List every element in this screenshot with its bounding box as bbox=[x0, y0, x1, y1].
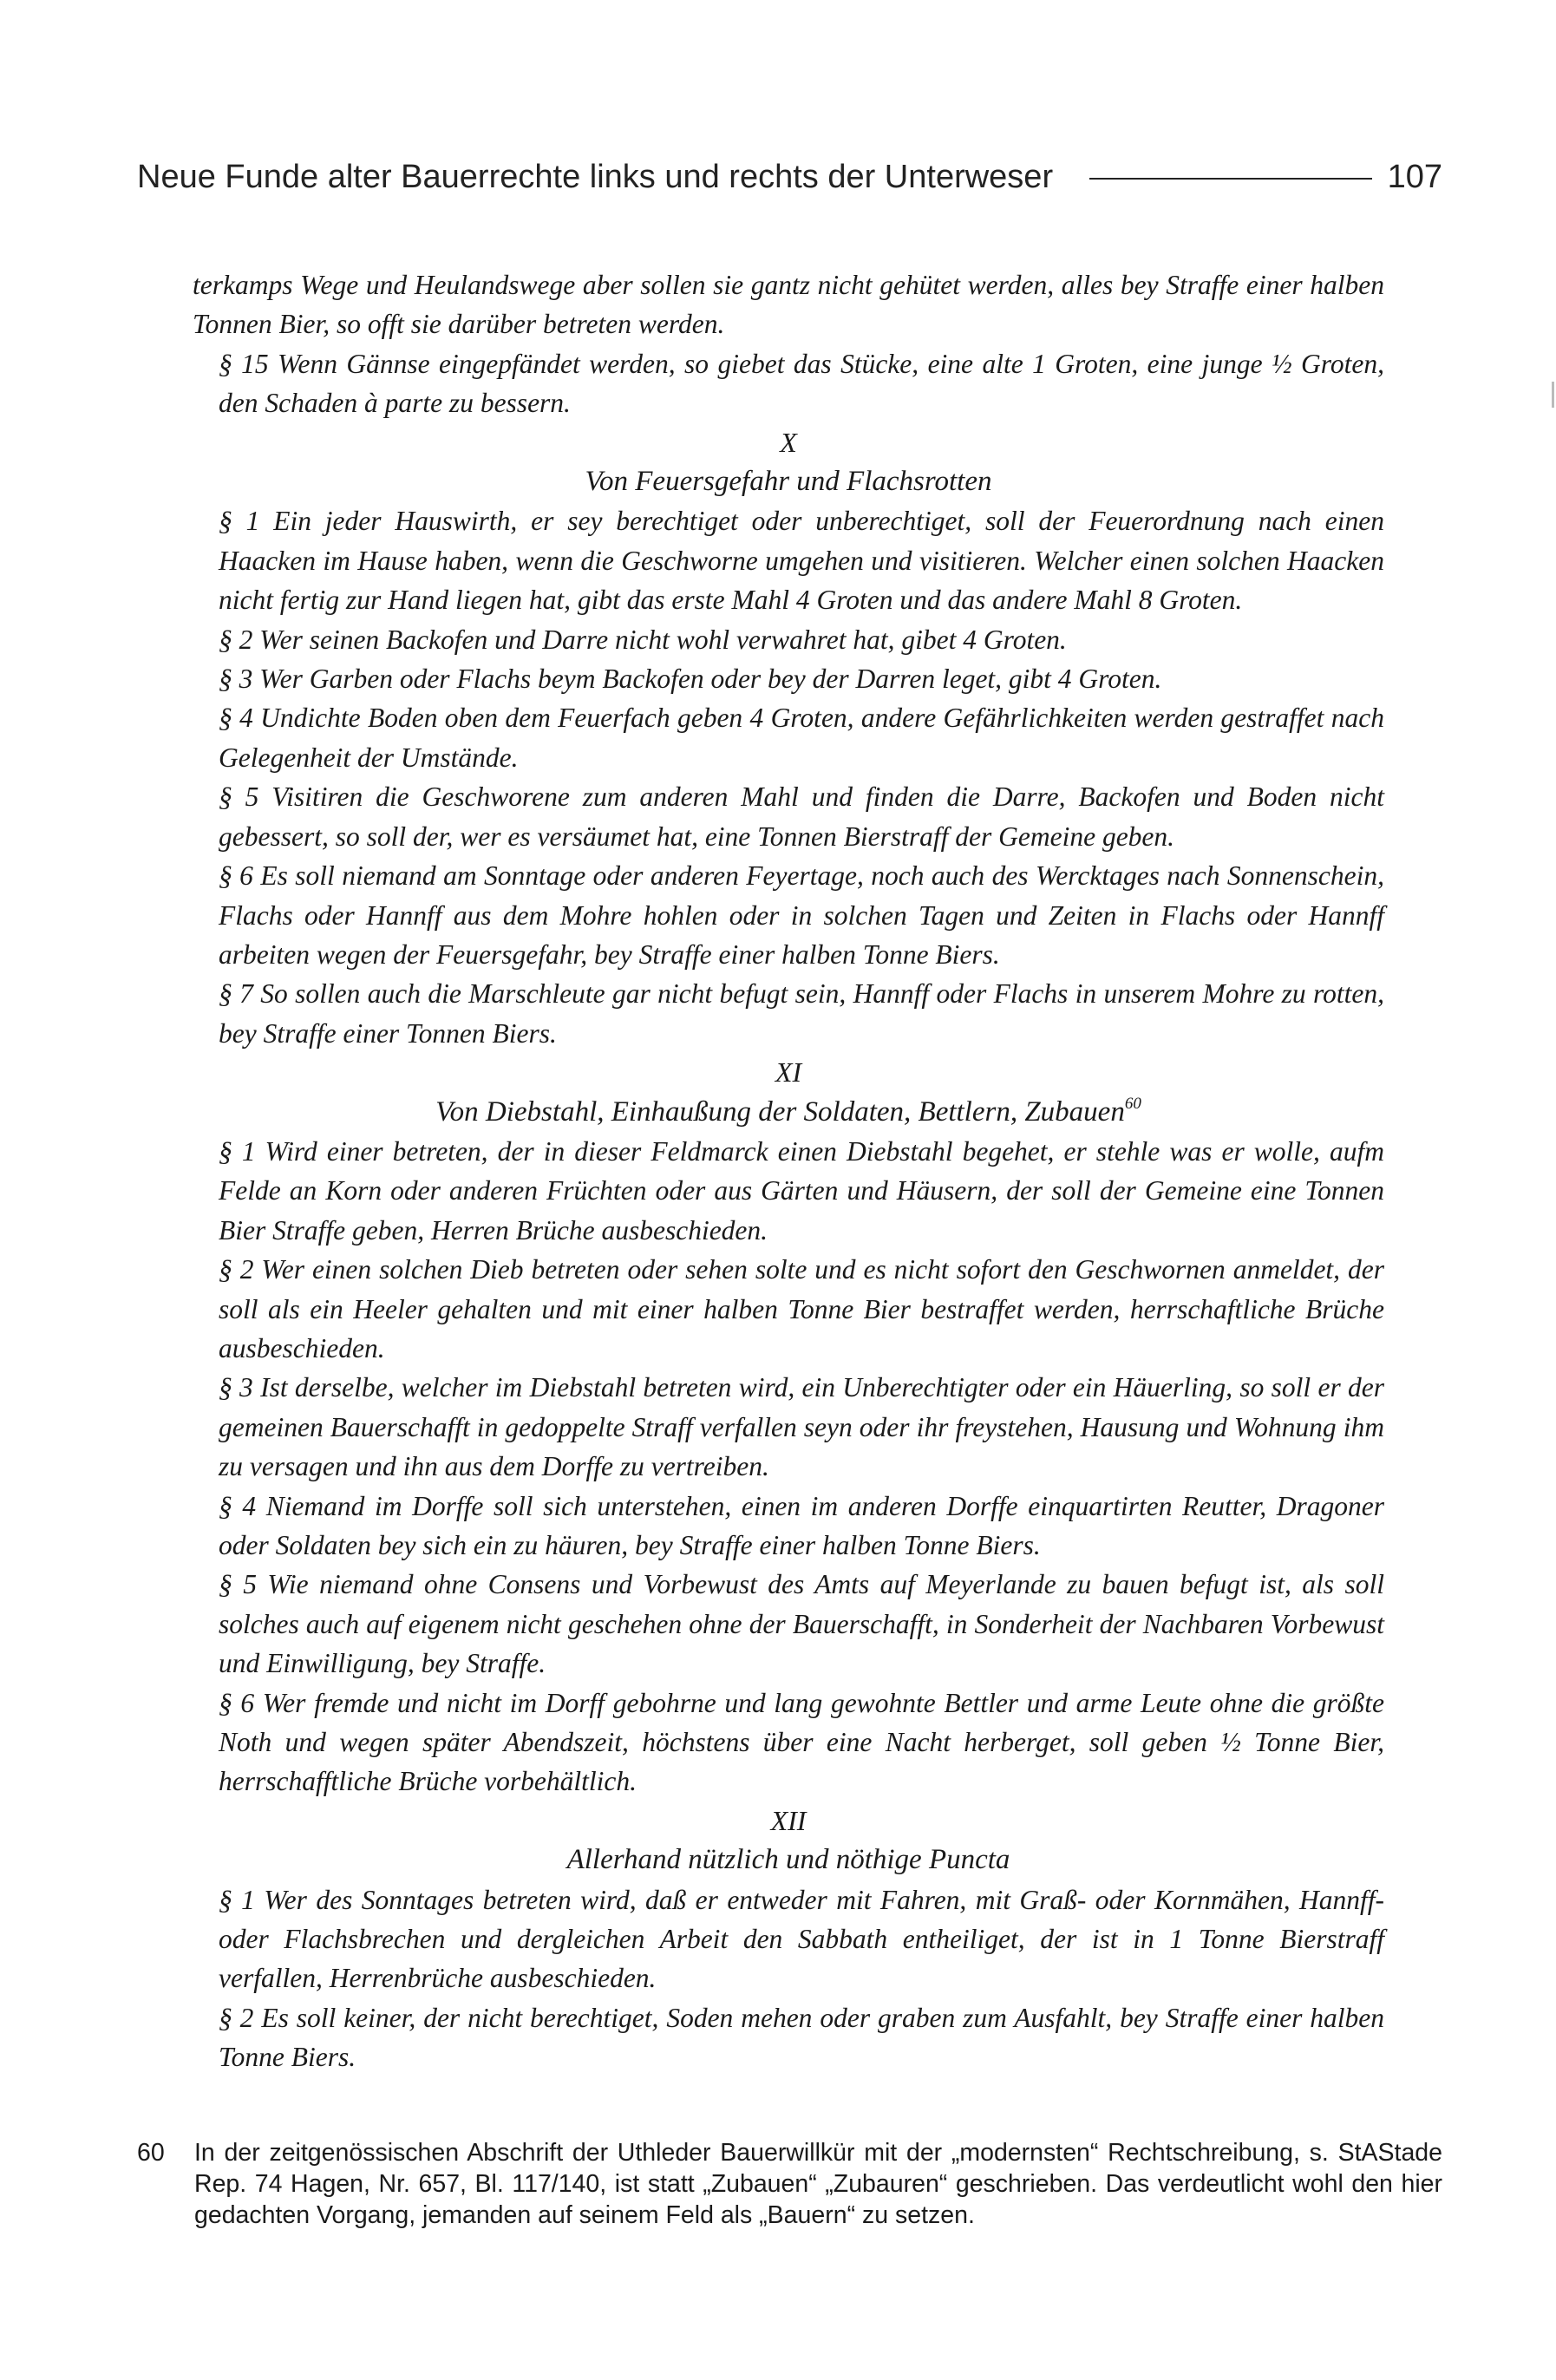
footnote-text: In der zeitgenössischen Abschrift der Uthleder Bauerwillkür mit der „modernsten“ Rechtschreibung, s. StAStade Rep. 74 Hagen, Nr. 657, Bl. 117/140, ist statt „Zubauen“ „Zubauren“ geschrieben. Das verdeutlicht wohl den hier gedachten Vorgang, jemanden auf seinem Feld als „Bauern“ zu setzen. bbox=[194, 2139, 1442, 2229]
section-xi-title: Von Diebstahl, Einhaußung der Soldaten, Bettlern, Zubauen bbox=[435, 1095, 1125, 1128]
section-x-para-1: § 1 Ein jeder Hauswirth, er sey berechtiget oder unberechtiget, soll der Feuerordnung nach einen Haacken im Hause haben, wenn die Geschworne umgehen und visitieren. Welcher einen solchen Haacken nicht fertig zur Hand liegen hat, gibt das erste Mahl 4 Groten und das andere Mahl 8 Groten. bbox=[219, 506, 1384, 616]
footnote-reference: 60 bbox=[1124, 1094, 1141, 1113]
section-x-para-5: § 5 Visitiren die Geschworene zum anderen Mahl und finden die Darre, Backofen und Boden nicht gebessert, so soll der, wer es versäumet hat, eine Tonnen Bierstraff der Gemeine geben. bbox=[219, 781, 1384, 852]
section-xi-para-1: § 1 Wird einer betreten, der in dieser Feldmarck einen Diebstahl begehet, er stehle was er wolle, aufm Felde an Korn oder anderen Früchten oder aus Gärten und Häusern, der soll der Gemeine eine Tonnen Bier Straffe geben, Herren Brüche ausbeschieden. bbox=[219, 1135, 1384, 1246]
header-rule bbox=[1089, 178, 1371, 180]
section-xi-para-3: § 3 Ist derselbe, welcher im Diebstahl betreten wird, ein Unberechtigter oder ein Häuerling, so soll er der gemeinen Bauerschafft in gedoppelte Straff verfallen seyn oder ihr freystehen, Hausung und Wohnung ihm zu versagen und ihn aus dem Dorffe zu vertreiben. bbox=[219, 1372, 1384, 1482]
paragraph-15: § 15 Wenn Gännse eingepfändet werden, so giebet das Stücke, eine alte 1 Groten, eine junge ½ Groten, den Schaden à parte zu bessern. bbox=[219, 348, 1384, 419]
footnote-number: 60 bbox=[137, 2139, 165, 2167]
section-x-para-3: § 3 Wer Garben oder Flachs beym Backofen oder bey der Darren leget, gibt 4 Groten. bbox=[219, 664, 1162, 695]
section-xii-para-2: § 2 Es soll keiner, der nicht berechtiget, Soden mehen oder graben zum Ausfahlt, bey Straffe einer halben Tonne Biers. bbox=[219, 2002, 1384, 2073]
section-x-title: Von Feuersgefahr und Flachsrotten bbox=[585, 466, 992, 498]
section-xi-heading bbox=[193, 1093, 1384, 1132]
scan-edge-mark bbox=[1552, 382, 1554, 408]
section-x-number: X bbox=[780, 426, 797, 458]
running-header bbox=[137, 153, 1442, 201]
section-xi-para-2: § 2 Wer einen solchen Dieb betreten oder sehen solte und es nicht sofort den Geschwornen anmeldet, der soll als ein Heeler gehalten und mit einer halben Tonne Bier bestraffet werden, herrschaftliche Brüche ausbeschieden. bbox=[219, 1254, 1384, 1363]
section-xii-para-1: § 1 Wer des Sonntages betreten wird, daß er entweder mit Fahren, mit Graß- oder Kornmähen, Hannff- oder Flachsbrechen und dergleichen Arbeit den Sabbath entheiliget, der ist in 1 Tonne Bierstraff verfallen, Herrenbrüche ausbeschieden. bbox=[219, 1884, 1384, 1994]
section-xi-para-5: § 5 Wie niemand ohne Consens und Vorbewust des Amts auf Meyerlande zu bauen befugt ist, als soll solches auch auf eigenem nicht geschehen ohne der Bauerschafft, in Sonderheit der Nachbaren Vorbewust und Einwilligung, bey Straffe. bbox=[219, 1569, 1384, 1679]
section-xi-number: XI bbox=[775, 1056, 802, 1089]
footnote bbox=[137, 2137, 1442, 2231]
section-x-para-7: § 7 So sollen auch die Marschleute gar nicht befugt sein, Hannff oder Flachs in unserem Mohre zu rotten, bey Straffe einer Tonnen Biers. bbox=[219, 978, 1384, 1049]
page-number: 107 bbox=[1387, 158, 1442, 195]
section-xii-number: XII bbox=[770, 1804, 807, 1836]
section-x-para-2: § 2 Wer seinen Backofen und Darre nicht wohl verwahret hat, gibet 4 Groten. bbox=[219, 624, 1067, 655]
section-xi-para-4: § 4 Niemand im Dorffe soll sich unterstehen, einen im anderen Dorffe einquartirten Reutter, Dragoner oder Soldaten bey sich ein zu häuren, bey Straffe einer halben Tonne Biers. bbox=[219, 1490, 1384, 1560]
section-xii-title: Allerhand nützlich und nöthige Puncta bbox=[566, 1844, 1010, 1876]
section-x-para-6: § 6 Es soll niemand am Sonntage oder anderen Feyertage, noch auch des Wercktages nach Sonnenschein, Flachs oder Hannff aus dem Mohre hohlen oder in solchen Tagen und Zeiten in Flachs oder Hannff arbeiten wegen der Feuersgefahr, bey Straffe einer halben Tonne Biers. bbox=[219, 860, 1384, 970]
main-text bbox=[193, 265, 1384, 2077]
paragraph-continuation: terkamps Wege und Heulandswege aber sollen sie gantz nicht gehütet werden, alles bey Straffe einer halben Tonnen Bier, so offt sie darüber betreten werden. bbox=[193, 270, 1384, 340]
section-xi-para-6: § 6 Wer fremde und nicht im Dorff gebohrne und lang gewohnte Bettler und arme Leute ohne die größte Noth und wegen später Abendszeit, höchstens über eine Nacht herberget, soll geben ½ Tonne Bier, herrschafftliche Brüche vorbehältlich. bbox=[219, 1687, 1384, 1797]
running-title: Neue Funde alter Bauerrechte links und rechts der Unterweser bbox=[137, 158, 1054, 195]
section-x-para-4: § 4 Undichte Boden oben dem Feuerfach geben 4 Groten, andere Gefährlichkeiten werden gestraffet nach Gelegenheit der Umstände. bbox=[219, 703, 1384, 773]
